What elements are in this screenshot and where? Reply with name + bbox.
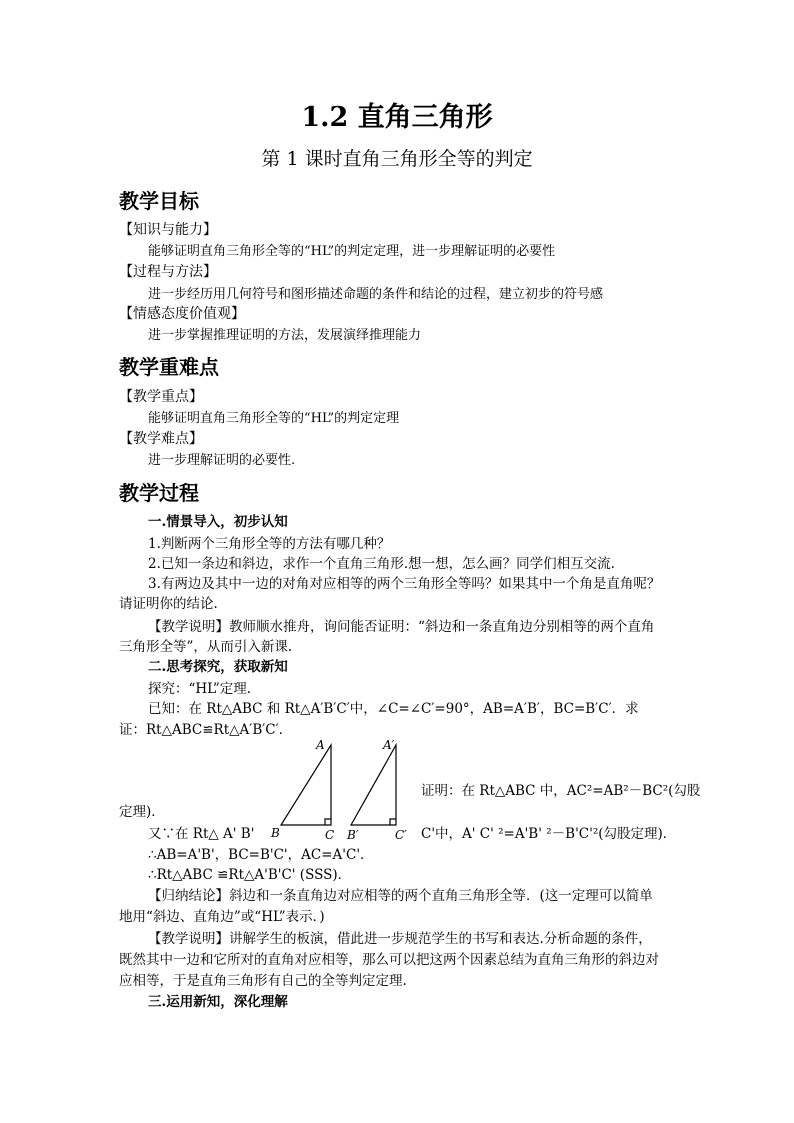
note-1-line-1: 【教学说明】教师顺水推舟，询问能否证明：“斜边和一条直角边分别相等的两个直角 xyxy=(148,619,655,635)
note-2-line-2: 既然其中一边和它所对的直角对应相等，那么可以把这两个因素总结为直角三角形的斜边对 xyxy=(119,952,659,968)
knowledge-text: 能够证明直角三角形全等的“HL”的判定定理，进一步理解证明的必要性 xyxy=(148,244,556,259)
explore-text: 探究：“HL”定理. xyxy=(148,681,252,697)
proof-line-4: ∴AB=A'B'，BC=B'C'，AC=A'C'． xyxy=(148,847,374,863)
conclusion-line-1: 【归纳结论】斜边和一条直角边对应相等的两个直角三角形全等．(这一定理可以简单 xyxy=(148,888,653,904)
section-2-title: 二.思考探究，获取新知 xyxy=(148,659,288,675)
triangle-abc xyxy=(281,745,331,825)
process-label: 【过程与方法】 xyxy=(119,264,217,280)
process-text: 进一步经历用几何符号和图形描述命题的条件和结论的过程，建立初步的符号感 xyxy=(148,287,604,302)
triangle-a-b-c-prime xyxy=(351,745,396,825)
label-c: C xyxy=(325,828,335,842)
keypoints-heading: 教学重难点 xyxy=(119,355,219,379)
proof-line-3-part-1: 又∵在 Rt△ A' B' xyxy=(148,826,255,842)
page-subtitle: 第 1 课时直角三角形全等的判定 xyxy=(261,148,533,170)
note-2-line-1: 【教学说明】讲解学生的板演，借此进一步规范学生的书写和表达.分析命题的条件， xyxy=(148,931,652,947)
label-a: A xyxy=(316,738,325,752)
section-3-title: 三.运用新知，深化理解 xyxy=(148,994,288,1010)
triangles-figure xyxy=(265,733,425,848)
proof-line-1: 证明：在 Rt△ABC 中，AC²=AB²－BC²(勾股 xyxy=(421,783,701,799)
proof-line-5: ∴Rt△ABC ≌Rt△A'B'C' (SSS)． xyxy=(148,867,352,883)
proof-line-3-part-2: C'中，A' C' ²=A'B' ²－B'C'²(勾股定理)． xyxy=(421,826,677,842)
goals-heading: 教学目标 xyxy=(119,189,199,213)
note-2-line-3: 应相等，于是直角三角形有自己的全等判定定理. xyxy=(119,973,407,989)
proof-line-2: 定理)． xyxy=(119,804,165,820)
question-3-line-1: 3.有两边及其中一边的对角对应相等的两个三角形全等吗？如果其中一个角是直角呢？ xyxy=(148,576,661,592)
label-b: B xyxy=(271,826,280,840)
difficult-label: 【教学难点】 xyxy=(119,431,203,447)
knowledge-label: 【知识与能力】 xyxy=(119,222,217,238)
section-1-title: 一.情景导入，初步认知 xyxy=(148,514,288,530)
known-line-1: 已知：在 Rt△ABC 和 Rt△A′B′C′中，∠C=∠C′=90°，AB=A′B′，BC=B′C′．求 xyxy=(148,701,639,717)
question-2: 2.已知一条边和斜边，求作一个直角三角形.想一想，怎么画？同学们相互交流. xyxy=(148,556,615,572)
process-heading: 教学过程 xyxy=(119,481,199,505)
key-label: 【教学重点】 xyxy=(119,389,203,405)
page-title: 1.2 直角三角形 xyxy=(301,102,493,133)
conclusion-line-2: 地用“斜边、直角边”或“HL”表示．) xyxy=(119,909,325,925)
question-1: 1.判断两个三角形全等的方法有哪几种？ xyxy=(148,536,391,552)
label-c-prime: C′ xyxy=(395,828,407,842)
difficult-text: 进一步理解证明的必要性. xyxy=(148,453,296,468)
label-a-prime: A′ xyxy=(383,738,395,752)
label-b-prime: B′ xyxy=(347,828,359,842)
question-3-line-2: 请证明你的结论. xyxy=(119,596,218,612)
key-text: 能够证明直角三角形全等的“HL”的判定定理 xyxy=(148,411,400,426)
note-1-line-2: 三角形全等”，从而引入新课. xyxy=(119,639,293,655)
emotion-text: 进一步掌握推理证明的方法，发展演绎推理能力 xyxy=(148,328,422,343)
emotion-label: 【情感态度价值观】 xyxy=(119,306,245,322)
known-line-2: 证：Rt△ABC≌Rt△A′B′C′． xyxy=(119,722,293,738)
